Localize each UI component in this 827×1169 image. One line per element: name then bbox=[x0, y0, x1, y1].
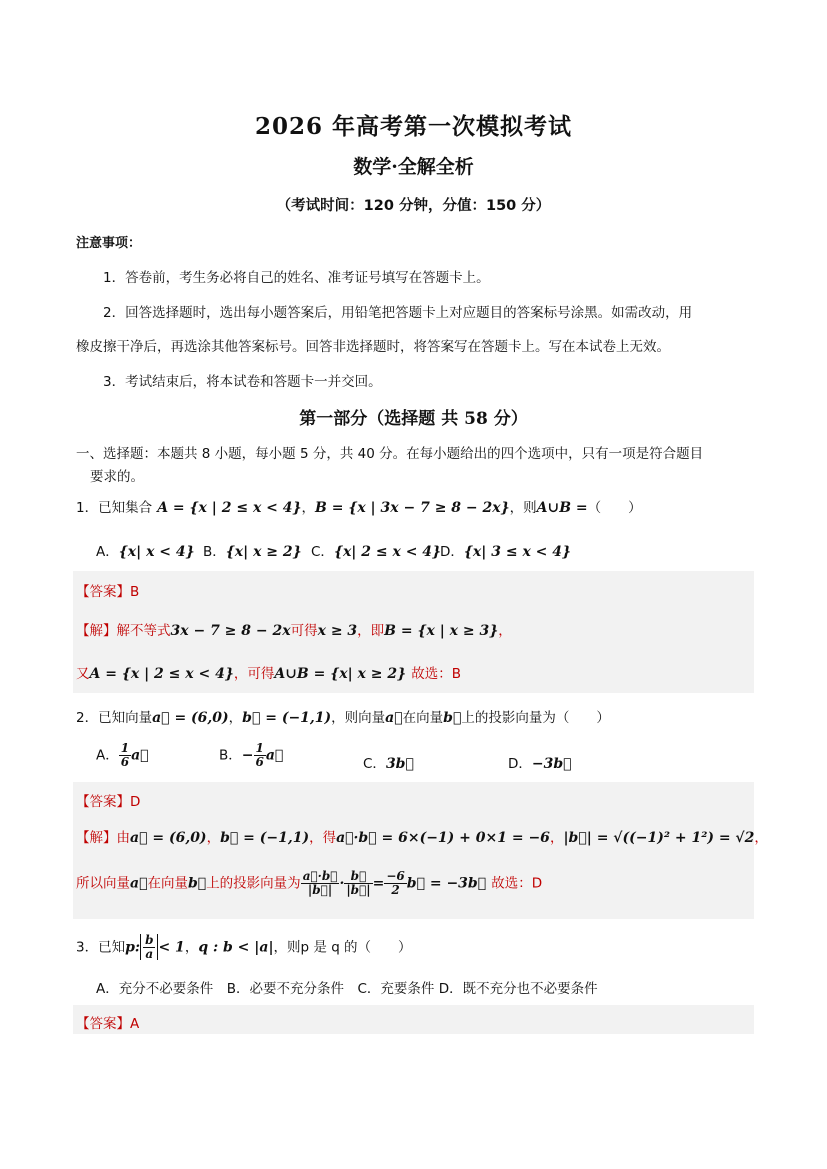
q2-option-c bbox=[363, 752, 414, 772]
q1-option-d-label: D． bbox=[440, 544, 464, 560]
q3-q-expr: q : b < |a| bbox=[198, 939, 274, 956]
q1-solution-tag: 【解】 bbox=[76, 623, 117, 639]
q2-sol-text: ，得 bbox=[309, 830, 337, 846]
q1-set-b: B = {x | 3x − 7 ≥ 8 − 2x} bbox=[315, 500, 510, 516]
q3-p-label: p: bbox=[125, 939, 141, 956]
q2-option-d-label: D． bbox=[508, 756, 532, 772]
q2-sol-math: b⃗ bbox=[187, 875, 207, 892]
q3-sep: ， bbox=[184, 939, 199, 956]
q1-ask-post: （ ） bbox=[587, 500, 642, 516]
q3-p-tail: < 1 bbox=[158, 939, 185, 956]
q2-number: 2．已知向量 bbox=[76, 710, 153, 726]
q1-sep: ， bbox=[301, 500, 316, 516]
q1-option-b-label: B． bbox=[203, 544, 226, 560]
q2-solution-line-1 bbox=[76, 826, 768, 846]
q2-answer bbox=[76, 790, 140, 810]
q1-sol-math: 3x − 7 ≥ 8 − 2x bbox=[170, 623, 291, 639]
q2-ask-a: a⃗ bbox=[385, 710, 403, 726]
question-2-stem bbox=[76, 706, 610, 726]
q2-solution-line-2 bbox=[76, 870, 542, 896]
q1-sol-text: 可得 bbox=[290, 623, 318, 639]
q1-option-c-expr: {x| 2 ≤ x < 4} bbox=[333, 544, 442, 560]
q3-options: A．充分不必要条件 B．必要不充分条件 C．充要条件 D．既不充分也不必要条件 bbox=[96, 981, 598, 997]
q2-ask-pre: ，则向量 bbox=[331, 710, 386, 726]
q2-sol-text: 由 bbox=[116, 830, 130, 846]
fraction-denominator: a bbox=[145, 946, 154, 961]
notice-item-2-line-1: 2．回答选择题时，选出每小题答案后，用铅笔把答题卡上对应题目的答案标号涂黑。如需改动，用 bbox=[103, 305, 693, 321]
fraction-denominator: 6 bbox=[120, 754, 130, 769]
q2-option-c-label: C． bbox=[363, 756, 386, 772]
q3-abs-frac bbox=[140, 934, 158, 960]
q2-option-a-fraction bbox=[119, 742, 131, 768]
fraction-denominator: |b⃗| bbox=[346, 882, 371, 897]
q3-number: 3．已知 bbox=[76, 939, 126, 956]
fraction-numerator: a⃗·b⃗ bbox=[302, 869, 338, 883]
fraction-denominator: |b⃗| bbox=[307, 882, 333, 897]
q1-sol-text: 故选：B bbox=[411, 666, 461, 682]
question-3-stem bbox=[76, 934, 412, 960]
q2-sol-math: |b⃗| = √((−1)² + 1²) = √2 bbox=[563, 830, 755, 846]
q1-option-a bbox=[96, 540, 195, 560]
notice-item-1: 1．答卷前，考生务必将自己的姓名、准考证号填写在答题卡上。 bbox=[103, 270, 490, 286]
q2-dot: · bbox=[339, 875, 345, 892]
q1-option-b bbox=[203, 540, 302, 560]
q1-ask-pre: ，则 bbox=[509, 500, 537, 516]
q3-p-fraction bbox=[143, 934, 155, 960]
q2-vec-a: a⃗ = (6,0) bbox=[152, 710, 229, 726]
q1-answer-value: B bbox=[130, 584, 140, 600]
q2-option-b bbox=[219, 742, 283, 768]
q2-equals: = bbox=[372, 875, 385, 892]
q1-sol-text: ，即 bbox=[357, 623, 385, 639]
q1-ask-expr: A∪B = bbox=[536, 500, 588, 516]
page-subtitle: 数学·全解全析 bbox=[353, 156, 474, 178]
q2-option-b-label: B． bbox=[219, 747, 242, 764]
q1-number: 1．已知集合 bbox=[76, 500, 153, 516]
q1-sol-text: 解不等式 bbox=[116, 623, 171, 639]
notice-item-3: 3．考试结束后，将本试卷和答题卡一并交回。 bbox=[103, 374, 382, 390]
q1-sol-text: ， bbox=[498, 623, 512, 639]
q1-option-d bbox=[440, 540, 571, 560]
q1-sol-text: 又 bbox=[76, 666, 90, 682]
q2-option-a bbox=[96, 742, 149, 768]
q2-vec-b: b⃗ = (−1,1) bbox=[242, 710, 332, 726]
q1-option-a-label: A． bbox=[96, 544, 119, 560]
q2-option-d-tail: −3b⃗ bbox=[531, 756, 572, 772]
fraction-numerator: 1 bbox=[255, 741, 264, 755]
fraction-numerator: b bbox=[145, 933, 154, 947]
q2-sol-text: ， bbox=[754, 830, 768, 846]
q1-sol-math: A∪B = {x| x ≥ 2} bbox=[274, 666, 407, 682]
q2-sep: ， bbox=[228, 710, 243, 726]
q2-projection-fraction-3 bbox=[384, 870, 406, 896]
fraction-denominator: 6 bbox=[255, 754, 264, 769]
q2-sol-text: ， bbox=[206, 830, 221, 846]
q1-solution-line-1 bbox=[76, 619, 512, 639]
q2-answer-value: D bbox=[130, 794, 141, 810]
q2-sol-text: 在向量 bbox=[147, 875, 188, 892]
q2-projection-fraction-2 bbox=[344, 870, 372, 896]
q1-sol-math: x ≥ 3 bbox=[317, 623, 358, 639]
q2-ask-mid: 在向量 bbox=[402, 710, 444, 726]
q1-option-d-expr: {x| 3 ≤ x < 4} bbox=[463, 544, 572, 560]
section-title: 第一部分（选择题 共 58 分） bbox=[299, 409, 528, 429]
q1-answer bbox=[76, 580, 139, 600]
q2-option-b-tail: a⃗ bbox=[265, 747, 284, 764]
q3-answer-value: A bbox=[130, 1016, 140, 1032]
q2-ask-b: b⃗ bbox=[443, 710, 462, 726]
q2-option-a-tail: a⃗ bbox=[131, 747, 149, 764]
q2-option-a-label: A． bbox=[96, 747, 119, 764]
q2-sol-math: a⃗ bbox=[130, 875, 148, 892]
q3-answer-tag: 【答案】 bbox=[76, 1016, 130, 1032]
q2-sol-text: 所以向量 bbox=[76, 875, 130, 892]
q2-sol-math: b⃗ = −3b⃗ bbox=[406, 875, 487, 892]
q2-option-c-tail: 3b⃗ bbox=[385, 756, 414, 772]
q2-sol-math: a⃗ = (6,0) bbox=[130, 830, 207, 846]
q2-solution-tag: 【解】 bbox=[76, 830, 117, 846]
q1-option-a-expr: {x| x < 4} bbox=[118, 544, 195, 560]
question-1-stem bbox=[76, 496, 642, 516]
q2-sol-text: ， bbox=[549, 830, 564, 846]
q2-option-d bbox=[508, 752, 572, 772]
q2-sol-math: b⃗ = (−1,1) bbox=[220, 830, 310, 846]
q2-option-b-fraction bbox=[254, 742, 266, 768]
q3-answer-box bbox=[73, 1005, 754, 1034]
q2-sol-math: a⃗·b⃗ = 6×(−1) + 0×1 = −6 bbox=[336, 830, 550, 846]
q2-projection-fraction-1 bbox=[301, 870, 340, 896]
q1-option-c-label: C． bbox=[311, 544, 334, 560]
section-intro-line-1: 一、选择题：本题共 8 小题，每小题 5 分，共 40 分。在每小题给出的四个选项中，只有一项是符合题目 bbox=[76, 446, 704, 462]
q3-answer bbox=[76, 1012, 139, 1032]
section-intro-line-2: 要求的。 bbox=[90, 469, 144, 485]
q2-ask-post: 上的投影向量为（ ） bbox=[461, 710, 610, 726]
q1-sol-math: A = {x | 2 ≤ x < 4} bbox=[89, 666, 234, 682]
exam-info: （考试时间：120 分钟，分值：150 分） bbox=[276, 198, 551, 214]
q1-set-a: A = {x | 2 ≤ x < 4} bbox=[157, 500, 302, 516]
q2-option-b-sign: − bbox=[241, 747, 254, 764]
page-title: 2026 年高考第一次模拟考试 bbox=[254, 113, 573, 140]
q2-sol-text: 故选：D bbox=[491, 875, 543, 892]
q1-solution-line-2 bbox=[76, 662, 461, 682]
q2-sol-text: 上的投影向量为 bbox=[206, 875, 301, 892]
q1-sol-text: ，可得 bbox=[233, 666, 275, 682]
fraction-numerator: −6 bbox=[386, 869, 405, 883]
q1-option-b-expr: {x| x ≥ 2} bbox=[225, 544, 302, 560]
q3-ask: ，则p 是 q 的（ ） bbox=[273, 939, 412, 956]
fraction-numerator: b⃗ bbox=[344, 870, 372, 884]
notice-heading: 注意事项： bbox=[76, 236, 142, 251]
q1-sol-math: B = {x | x ≥ 3} bbox=[384, 623, 499, 639]
q1-option-c bbox=[311, 540, 441, 560]
q2-answer-tag: 【答案】 bbox=[76, 794, 130, 810]
q2-answer-box bbox=[73, 782, 754, 919]
fraction-denominator: 2 bbox=[391, 882, 400, 897]
notice-item-2-line-2: 橡皮擦干净后，再选涂其他答案标号。回答非选择题时，将答案写在答题卡上。写在本试卷上无效。 bbox=[76, 339, 670, 355]
fraction-numerator: 1 bbox=[120, 741, 130, 755]
q1-answer-tag: 【答案】 bbox=[76, 584, 130, 600]
